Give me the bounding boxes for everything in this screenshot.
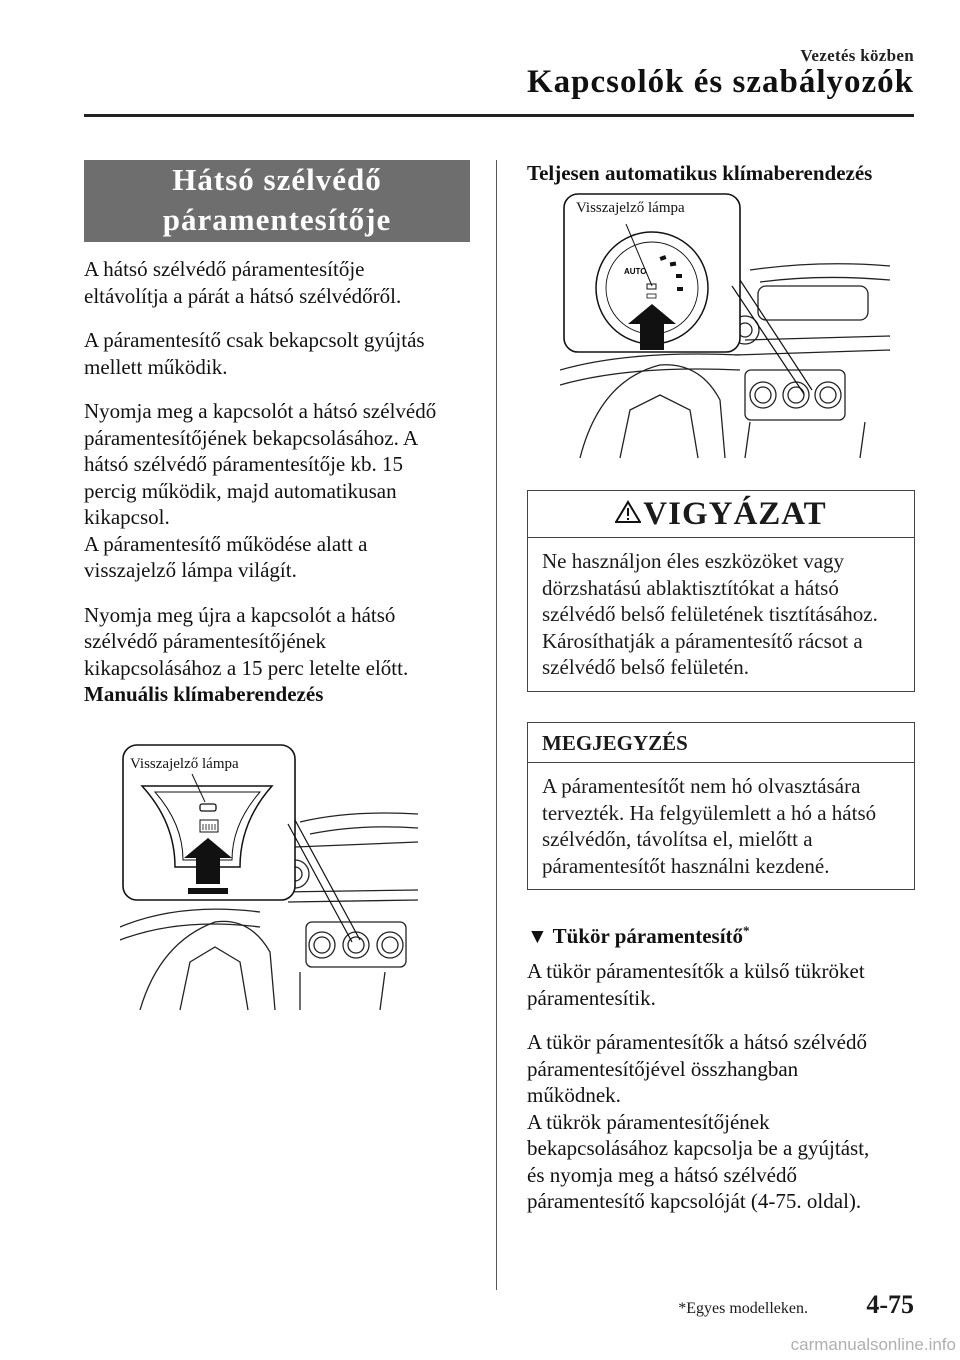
text-line: páramentesítőjével összhangban	[527, 1056, 799, 1081]
text-line: Ne használjon éles eszközöket vagy	[542, 549, 845, 573]
mirror-heading	[527, 918, 750, 950]
text-line: hátsó szélvédő páramentesítője kb. 15	[84, 452, 403, 476]
page-number: 4-75	[866, 1290, 914, 1319]
text-line: szélvédő páramentesítőjének	[84, 629, 326, 653]
caution-text	[528, 538, 914, 691]
text-line: visszajelző lámpa világít.	[84, 558, 297, 582]
column-divider	[496, 160, 497, 1290]
header-rule	[84, 114, 914, 117]
manual-figure-label: Visszajelző lámpa	[130, 756, 239, 772]
text-line: szélvédőn, távolítsa el, mielőtt a	[542, 827, 813, 851]
right-body	[527, 958, 913, 1215]
text-line: Károsíthatják a páramentesítő rácsot a	[542, 628, 863, 653]
note-box	[527, 722, 915, 890]
auto-climate-figure	[560, 190, 900, 460]
text-line: A hátsó szélvédő páramentesítője	[84, 257, 365, 281]
manual-climate-heading: Manuális klímaberendezés	[84, 682, 324, 706]
text-line: dörzshatású ablaktisztítókat a hátsó	[542, 575, 839, 600]
mirror-paragraph-2	[527, 1029, 913, 1215]
auto-figure-label: Visszajelző lámpa	[576, 200, 685, 216]
note-title: MEGJEGYZÉS	[528, 723, 914, 763]
watermark: carmanualsonline.info	[790, 1335, 956, 1354]
text-line: A tükör páramentesítők a külső tükröket	[527, 959, 865, 983]
text-line: Nyomja meg a kapcsolót a hátsó szélvédő	[84, 399, 437, 423]
footer-note: *Egyes modelleken.	[678, 1300, 808, 1317]
text-line: és nyomja meg a hátsó szélvédő	[527, 1162, 798, 1187]
auto-climate-heading: Teljesen automatikus klímaberendezés	[527, 161, 873, 185]
text-line: páramentesítő kapcsolóját (4-75. oldal).	[527, 1189, 862, 1213]
note-text	[528, 763, 914, 889]
section-heading-line1: Hátsó szélvédő	[172, 162, 382, 197]
text-line: páramentesítik.	[527, 985, 656, 1010]
caution-header	[528, 491, 914, 538]
text-line: tervezték. Ha felgyülemlett a hó a hátsó	[542, 800, 877, 825]
chapter-title: Kapcsolók és szabályozók	[526, 64, 914, 100]
text-line: mellett működik.	[84, 354, 228, 379]
section-heading-line2: páramentesítője	[162, 202, 392, 237]
text-line: percig működik, majd automatikusan	[84, 478, 397, 503]
caution-box	[527, 490, 915, 692]
auto-dial-text: AUTO	[624, 267, 647, 276]
paragraph-2	[84, 327, 489, 380]
auto-dashboard-illustration	[560, 190, 900, 460]
caution-title: VIGYÁZAT	[643, 496, 827, 532]
text-line: páramentesítőt használni kezdené.	[542, 853, 830, 878]
paragraph-1	[84, 256, 489, 309]
section-heading-box	[84, 160, 470, 242]
text-line: kikapcsol.	[84, 505, 170, 529]
section-title: Vezetés közben	[800, 46, 914, 65]
text-line: A páramentesítőt nem hó olvasztására	[542, 774, 861, 798]
text-line: A tükör páramentesítők a hátsó szélvédő	[527, 1030, 867, 1054]
text-line: A tükrök páramentesítőjének	[527, 1109, 770, 1134]
text-line: szélvédő belső felületének tisztításához.	[542, 602, 878, 626]
text-line: A páramentesítő működése alatt a	[84, 531, 368, 556]
triangle-down-icon: ▼	[527, 924, 548, 948]
text-line: kikapcsolásához a 15 perc letelte előtt.	[84, 655, 409, 680]
mirror-heading-star: *	[743, 923, 750, 938]
text-line: A páramentesítő csak bekapcsolt gyújtás	[84, 328, 425, 352]
warning-triangle-icon	[615, 500, 641, 529]
manual-climate-figure	[120, 742, 420, 1012]
paragraph-4	[84, 602, 489, 682]
text-line: működnek.	[527, 1083, 621, 1107]
manual-dashboard-illustration	[120, 742, 420, 1012]
text-line: páramentesítőjének bekapcsolásához. A	[84, 425, 419, 450]
mirror-paragraph-1	[527, 958, 913, 1011]
left-body	[84, 256, 489, 708]
text-line: szélvédő belső felületén.	[542, 655, 750, 679]
mirror-heading-text: Tükör páramentesítő	[552, 924, 744, 948]
text-line: Nyomja meg újra a kapcsolót a hátsó	[84, 602, 396, 627]
text-line: eltávolítja a párát a hátsó szélvédőről.	[84, 283, 402, 308]
paragraph-3	[84, 398, 489, 584]
text-line: bekapcsolásához kapcsolja be a gyújtást,	[527, 1136, 870, 1160]
